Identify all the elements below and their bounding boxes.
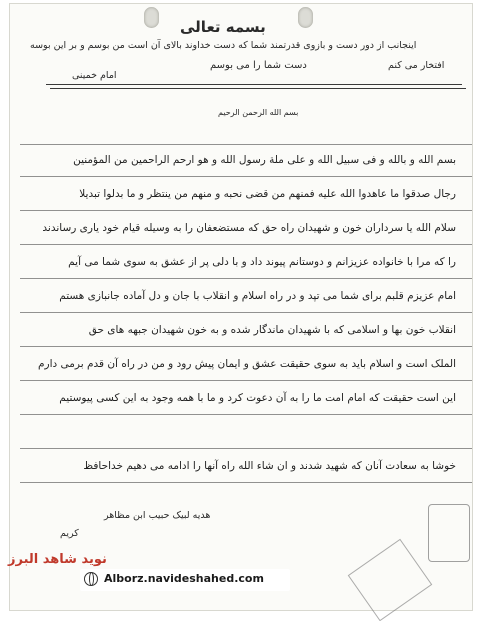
ruled-line bbox=[20, 210, 472, 211]
body-line-6: انقلاب خون بها و اسلامی که با شهیدان ماندگار شده و به خون شهیدان جبهه های حق bbox=[88, 324, 456, 336]
watermark-url: Alborz.navideshahed.com bbox=[104, 572, 264, 585]
ruled-line bbox=[20, 482, 472, 483]
header-rule bbox=[50, 88, 466, 89]
ruled-line bbox=[20, 244, 472, 245]
body-line-8: این است حقیقت که امام امت ما را به آن دعوت کرد و ما با همه وجود به این کسی پیوستیم bbox=[59, 392, 456, 404]
document-sheet bbox=[10, 4, 472, 610]
header-line-2-right: افتخار می کنم bbox=[388, 60, 445, 71]
bismillah: بسم الله الرحمن الرحیم bbox=[218, 108, 299, 117]
body-line-3: سلام الله یا سرداران خون و شهیدان راه حق که مستضعفان را به وسیله قیام خود یاری رساندند bbox=[42, 222, 456, 234]
ruled-line bbox=[20, 144, 472, 145]
document-title: بسمه تعالی bbox=[180, 18, 266, 36]
header-rule bbox=[46, 84, 462, 85]
logo-text: نوید شاهد البرز bbox=[8, 552, 107, 567]
body-line-5: امام عزیزم قلبم برای شما می تپد و در راه اسلام و انقلاب با جان و دل آماده جانبازی هستم bbox=[59, 290, 456, 302]
globe-icon bbox=[84, 572, 98, 586]
body-line-1: بسم الله و بالله و فی سبیل الله و علی ملة رسول الله و هو ارحم الراحمین من المؤمنین bbox=[73, 154, 456, 166]
ruled-line bbox=[20, 176, 472, 177]
signature: هدیه لبیک حبیب ابن مظاهر bbox=[104, 510, 211, 521]
ruled-line bbox=[20, 312, 472, 313]
body-line-4: را که مرا با خانواده عزیزانم و دوستانم پیوند داد و با دلی پر از عشق به سوی شما می آیم bbox=[68, 256, 456, 268]
ruled-line bbox=[20, 380, 472, 381]
ruled-line bbox=[20, 278, 472, 279]
body-line-9: خوشا به سعادت آنان که شهید شدند و ان شاء الله راه آنها را ادامه می دهیم خداحافظ bbox=[83, 460, 456, 472]
punch-hole bbox=[144, 7, 159, 28]
body-line-2: رجال صدقوا ما عاهدوا الله علیه فمنهم من قضی نحبه و منهم من ینتظر و ما بدلوا تبدیلا bbox=[79, 188, 456, 200]
punch-hole bbox=[298, 7, 313, 28]
header-line-1: اینجانب از دور دست و بازوی قدرتمند شما که دست خداوند بالای آن است من بوسم و بر این بوسه bbox=[30, 40, 417, 51]
ruled-line bbox=[20, 346, 472, 347]
ruled-line bbox=[20, 414, 472, 415]
ruled-line bbox=[20, 448, 472, 449]
stamp-square bbox=[348, 539, 433, 621]
watermark-bar bbox=[80, 569, 290, 591]
site-logo bbox=[8, 540, 107, 588]
header-line-2-mid: دست شما را می بوسم bbox=[210, 60, 307, 71]
header-line-2-left: امام خمینی bbox=[72, 70, 117, 81]
signature-name: کریم bbox=[60, 528, 79, 539]
stamp-emblem bbox=[428, 504, 470, 562]
body-line-7: الملک است و اسلام باید به سوی حقیقت عشق و ایمان پیش رود و من در راه آن قدم برمی دارم bbox=[38, 358, 456, 370]
